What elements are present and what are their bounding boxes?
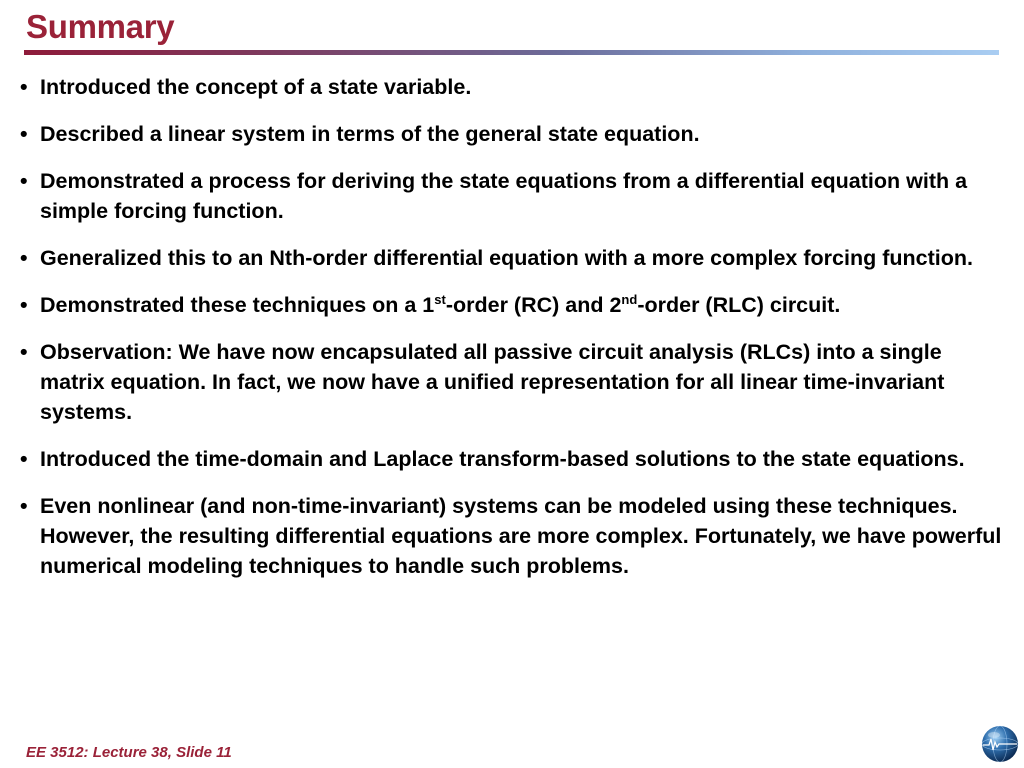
bullet-marker: • <box>20 447 28 471</box>
bullet-list <box>20 72 1005 598</box>
bullet-item <box>20 444 1005 474</box>
bullet-text: Generalized this to an Nth-order differential equation with a more complex forcing function. <box>40 246 973 270</box>
bullet-item <box>20 337 1005 427</box>
bullet-item <box>20 166 1005 226</box>
ordinal-superscript: st <box>434 292 446 307</box>
bullet-item <box>20 290 1005 320</box>
globe-logo-icon <box>980 724 1020 764</box>
bullet-marker: • <box>20 75 28 99</box>
bullet-text: Introduced the time-domain and Laplace transform-based solutions to the state equations. <box>40 447 965 471</box>
ordinal-superscript: nd <box>621 292 638 307</box>
bullet-text-part: Demonstrated these techniques on a 1 <box>40 293 435 317</box>
bullet-text: Introduced the concept of a state variable. <box>40 75 472 99</box>
bullet-marker: • <box>20 494 28 518</box>
bullet-text: Even nonlinear (and non-time-invariant) systems can be modeled using these techniques. However, the resulting differential equations are more complex. Fortunately, we have powerful numerical modeling techniques to handle such problems. <box>40 494 1002 578</box>
bullet-marker: • <box>20 293 28 317</box>
bullet-text <box>40 293 840 317</box>
bullet-marker: • <box>20 246 28 270</box>
bullet-marker: • <box>20 169 28 193</box>
bullet-item <box>20 491 1005 581</box>
bullet-text-part: -order (RLC) circuit. <box>637 293 841 317</box>
bullet-marker: • <box>20 122 28 146</box>
bullet-text: Described a linear system in terms of the general state equation. <box>40 122 700 146</box>
slide-footer: EE 3512: Lecture 38, Slide 11 <box>26 744 232 761</box>
title-divider <box>24 50 999 55</box>
bullet-text: Observation: We have now encapsulated all passive circuit analysis (RLCs) into a single matrix equation. In fact, we now have a unified representation for all linear time-invariant systems. <box>40 340 945 424</box>
bullet-text-part: -order (RC) and 2 <box>445 293 622 317</box>
bullet-item <box>20 72 1005 102</box>
bullet-text: Demonstrated a process for deriving the state equations from a differential equation with a simple forcing function. <box>40 169 968 223</box>
slide-title: Summary <box>26 8 175 45</box>
bullet-marker: • <box>20 340 28 364</box>
bullet-item <box>20 243 1005 273</box>
bullet-item <box>20 119 1005 149</box>
